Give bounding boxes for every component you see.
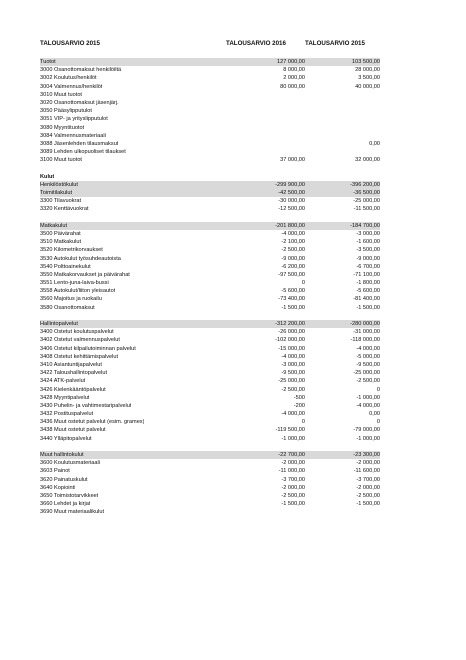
table-row	[40, 91, 380, 99]
budget-2015-value: -1 000,00	[356, 394, 380, 401]
budget-2015-value: -396 200,00	[350, 181, 380, 188]
budget-2016-value: -3 700,00	[281, 476, 305, 483]
account-label: 3402 Ostetut valmennuspalvelut	[40, 337, 120, 344]
budget-2016-value: -312 200,00	[275, 321, 305, 327]
budget-2015-value: -9 500,00	[356, 361, 380, 368]
budget-2015-value: -5 000,00	[356, 353, 380, 360]
budget-2015-value: -3 500,00	[356, 247, 380, 254]
account-label: 3620 Painatuskulut	[40, 476, 88, 483]
account-label: 3660 Lehdet ja kirjat	[40, 501, 91, 508]
table-row	[40, 132, 380, 140]
spacer-row	[40, 312, 380, 320]
table-row	[40, 435, 380, 443]
budget-2016-value: -15 000,00	[278, 345, 305, 352]
account-label: 3406 Ostetut kilpailutoiminnan palvelut	[40, 345, 136, 352]
table-row	[40, 140, 380, 148]
table-row	[40, 173, 380, 181]
header-col-2015: TALOUSARVIO 2015	[305, 40, 365, 47]
table-row	[40, 115, 380, 123]
budget-2015-value: 0	[376, 419, 380, 426]
budget-2016-value: -4 000,00	[281, 353, 305, 360]
budget-2015-value: 3 500,00	[358, 75, 380, 82]
account-label: Toimitilakulut	[40, 190, 73, 196]
account-label: 3600 Koulutusmateriaali	[40, 460, 101, 467]
table-row	[40, 467, 380, 475]
account-label: Hallintopalvelut	[40, 321, 78, 327]
account-label: 3558 Autokulut/liiton yleisautot	[40, 288, 116, 295]
table-row	[40, 66, 380, 74]
budget-2016-value: -119 500,00	[275, 427, 305, 434]
table-row	[40, 508, 380, 516]
budget-2015-value: -1 600,00	[356, 239, 380, 246]
table-row	[40, 336, 380, 344]
budget-2016-value: -2 000,00	[281, 484, 305, 491]
category-row	[40, 181, 380, 189]
budget-2016-value: -2 500,00	[281, 247, 305, 254]
table-row	[40, 402, 380, 410]
budget-2015-value: -118 000,00	[350, 337, 380, 344]
budget-2016-value: 0	[301, 419, 305, 426]
account-label: 3004 Valmennus/henkilöt	[40, 83, 103, 90]
table-row	[40, 107, 380, 115]
budget-2015-value: -2 000,00	[356, 460, 380, 467]
account-label: 3550 Matkakorvaukset ja päivärahat	[40, 271, 130, 278]
account-label: Muut hallintokulut	[40, 452, 84, 458]
budget-2015-value: 0,00	[369, 140, 380, 147]
table-row	[40, 328, 380, 336]
budget-2015-value: -5 600,00	[356, 288, 380, 295]
budget-2015-value: -71 100,00	[353, 271, 380, 278]
budget-2015-value: -280 000,00	[350, 321, 380, 327]
budget-rows	[40, 58, 380, 517]
account-label: 3432 Postituspalvelut	[40, 411, 94, 418]
header-col-2016: TALOUSARVIO 2016	[226, 40, 286, 47]
budget-2016-value: -102 000,00	[275, 337, 305, 344]
table-row	[40, 263, 380, 271]
account-label: 3560 Majoitus ja ruokailu	[40, 296, 102, 303]
budget-2016-value: -1 000,00	[281, 435, 305, 442]
budget-2015-value: -81 400,00	[353, 296, 380, 303]
budget-2015-value: -3 700,00	[356, 476, 380, 483]
budget-2016-value: -6 200,00	[281, 263, 305, 270]
budget-2015-value: 0	[376, 386, 380, 393]
spacer-row	[40, 214, 380, 222]
budget-2016-value: -22 700,00	[278, 452, 305, 458]
budget-2015-value: -11 500,00	[353, 206, 380, 213]
account-label: 3424 ATK-palvelut	[40, 378, 86, 385]
budget-2016-value: -30 000,00	[278, 198, 305, 205]
budget-2015-value: -23 300,00	[353, 452, 380, 458]
table-row	[40, 304, 380, 312]
account-label: 3540 Polttoainekulut	[40, 263, 91, 270]
table-row	[40, 238, 380, 246]
budget-2016-value: -201 800,00	[275, 222, 305, 229]
account-label: 3408 Ostetut kehittämispalvelut	[40, 353, 119, 360]
budget-2015-value: -2 500,00	[356, 492, 380, 499]
account-label: 3436 Muut ostetut palvelut (esim. gramex)	[40, 419, 145, 426]
budget-2016-value: -73 400,00	[278, 296, 305, 303]
budget-2015-value: -79 000,00	[353, 427, 380, 434]
account-label: 3690 Muut materiaalikulut	[40, 509, 105, 516]
table-row	[40, 295, 380, 303]
budget-2016-value: -5 600,00	[281, 288, 305, 295]
category-row	[40, 189, 380, 197]
table-row	[40, 345, 380, 353]
table-row	[40, 476, 380, 484]
table-row	[40, 156, 380, 164]
budget-2015-value: -25 000,00	[353, 370, 380, 377]
budget-2016-value: -9 000,00	[281, 255, 305, 262]
category-row	[40, 451, 380, 459]
budget-2015-value: -6 700,00	[356, 263, 380, 270]
budget-2015-value: 28 000,00	[355, 67, 380, 74]
account-label: 3088 Jäsenlehden tilausmaksut	[40, 140, 119, 147]
account-label: 3080 Myyntituotot	[40, 124, 85, 131]
budget-2016-value: -3 000,00	[281, 361, 305, 368]
table-row	[40, 230, 380, 238]
category-row	[40, 58, 380, 66]
budget-2015-value: -1 500,00	[356, 501, 380, 508]
account-label: Henkilöstökulut	[40, 181, 78, 188]
table-row	[40, 500, 380, 508]
account-label: 3050 Pääsylipputulot	[40, 108, 92, 115]
account-label: 3520 Kilometrikorvaukset	[40, 247, 103, 254]
budget-2016-value: -4 000,00	[281, 411, 305, 418]
budget-2015-value: -31 000,00	[353, 329, 380, 336]
table-row	[40, 148, 380, 156]
table-row	[40, 459, 380, 467]
budget-2015-value: -2 500,00	[356, 378, 380, 385]
account-label: 3580 Osanottomaksut	[40, 304, 95, 311]
account-label: Kulut	[40, 173, 55, 180]
budget-2016-value: -1 500,00	[281, 501, 305, 508]
table-row	[40, 279, 380, 287]
budget-2015-value: -2 000,00	[356, 484, 380, 491]
account-label: 3084 Valmennusmateriaali	[40, 132, 106, 139]
account-label: 3640 Kopiointi	[40, 484, 76, 491]
budget-2015-value: 32 000,00	[355, 157, 380, 164]
account-label: 3020 Osanottomaksut jäsenjärj.	[40, 99, 119, 106]
account-label: 3428 Myyntipalvelut	[40, 394, 90, 401]
budget-2016-value: -299 900,00	[275, 181, 305, 188]
account-label: 3320 Kenttävuokrat	[40, 206, 89, 213]
budget-2016-value: 0	[301, 280, 305, 287]
account-label: 3440 Ylläpitopalvelut	[40, 435, 92, 442]
table-row	[40, 83, 380, 91]
budget-2015-value: -36 500,00	[353, 190, 380, 196]
account-label: 3510 Matkakulut	[40, 239, 82, 246]
budget-2016-value: -1 500,00	[281, 304, 305, 311]
budget-2015-value: -9 000,00	[356, 255, 380, 262]
table-row	[40, 418, 380, 426]
account-label: 3603 Painot	[40, 468, 70, 475]
budget-2015-value: 103 500,00	[352, 59, 380, 65]
account-label: 3430 Puhelin- ja vahtimestaripalvelut	[40, 402, 132, 409]
budget-2015-value: 0,00	[369, 411, 380, 418]
account-label: 3422 Taloushallintopalvelut	[40, 370, 108, 377]
budget-2015-value: -184 700,00	[350, 222, 380, 229]
account-label: 3051 VIP- ja yrityslipputulot	[40, 116, 108, 123]
table-row	[40, 361, 380, 369]
budget-2016-value: -12 500,00	[278, 206, 305, 213]
account-label: 3438 Muut ostetut palvelut	[40, 427, 106, 434]
table-row	[40, 386, 380, 394]
spacer-row	[40, 443, 380, 451]
budget-2015-value: -1 000,00	[356, 435, 380, 442]
table-row	[40, 99, 380, 107]
account-label: 3530 Autokulut työsuhdeautoista	[40, 255, 121, 262]
account-label: 3551 Lento-juna-laiva-bussi	[40, 280, 109, 287]
budget-2016-value: -2 000,00	[281, 460, 305, 467]
header-title: TALOUSARVIO 2015	[40, 40, 100, 47]
table-row	[40, 255, 380, 263]
account-label: 3300 Tilavuokrat	[40, 198, 82, 205]
account-label: 3010 Muut tuotot	[40, 91, 82, 98]
table-row	[40, 484, 380, 492]
table-row	[40, 492, 380, 500]
budget-2016-value: -200	[293, 402, 305, 409]
budget-2015-value: -1 500,00	[356, 304, 380, 311]
table-row	[40, 271, 380, 279]
budget-2016-value: -42 500,00	[278, 190, 305, 196]
account-label: 3650 Toimistotarvikkeet	[40, 492, 99, 499]
table-row	[40, 197, 380, 205]
table-row	[40, 124, 380, 132]
budget-2016-value: -97 500,00	[278, 271, 305, 278]
budget-2016-value: -25 000,00	[278, 378, 305, 385]
budget-2015-value: 40 000,00	[355, 83, 380, 90]
budget-2016-value: 8 000,00	[283, 67, 305, 74]
column-header-row	[40, 40, 380, 51]
table-row	[40, 394, 380, 402]
account-label: Tuotot	[40, 59, 56, 65]
budget-2016-value: -4 000,00	[281, 230, 305, 237]
account-label: 3089 Lehden ulkopuoliset tilaukset	[40, 149, 126, 156]
budget-2015-value: -4 000,00	[356, 402, 380, 409]
category-row	[40, 222, 380, 230]
budget-2016-value: -2 500,00	[281, 492, 305, 499]
table-row	[40, 410, 380, 418]
account-label: 3100 Muut tuotot	[40, 157, 82, 164]
account-label: 3002 Koulutus/henkilöt	[40, 75, 97, 82]
account-label: 3410 Asiantuntijapalvelut	[40, 361, 102, 368]
table-row	[40, 353, 380, 361]
budget-2016-value: 37 000,00	[280, 157, 305, 164]
budget-2016-value: -2 500,00	[281, 386, 305, 393]
budget-2015-value: -25 000,00	[353, 198, 380, 205]
account-label: 3000 Osanottomaksut henkilöiltä	[40, 67, 122, 74]
budget-2016-value: -11 000,00	[278, 468, 305, 475]
account-label: 3500 Päivärahat	[40, 230, 81, 237]
account-label: 3426 Kielenkääntöpalvelut	[40, 386, 106, 393]
budget-2015-value: -1 800,00	[356, 280, 380, 287]
budget-2016-value: 2 000,00	[283, 75, 305, 82]
account-label: Matkakulut	[40, 222, 68, 229]
table-row	[40, 287, 380, 295]
table-row	[40, 246, 380, 254]
budget-2015-value: -4 000,00	[356, 345, 380, 352]
budget-2016-value: -500	[293, 394, 305, 401]
category-row	[40, 320, 380, 328]
table-row	[40, 205, 380, 213]
budget-2016-value: 127 000,00	[277, 59, 305, 65]
table-row	[40, 74, 380, 82]
table-row	[40, 426, 380, 434]
budget-2015-value: -3 000,00	[356, 230, 380, 237]
table-row	[40, 377, 380, 385]
budget-2015-value: -11 600,00	[353, 468, 380, 475]
budget-2016-value: -26 000,00	[278, 329, 305, 336]
budget-sheet	[40, 40, 380, 517]
spacer-row	[40, 164, 380, 172]
account-label: 3400 Ostetut koulutuspalvelut	[40, 329, 114, 336]
table-row	[40, 369, 380, 377]
budget-2016-value: -9 500,00	[281, 370, 305, 377]
budget-2016-value: 80 000,00	[280, 83, 305, 90]
budget-2016-value: -2 100,00	[281, 239, 305, 246]
